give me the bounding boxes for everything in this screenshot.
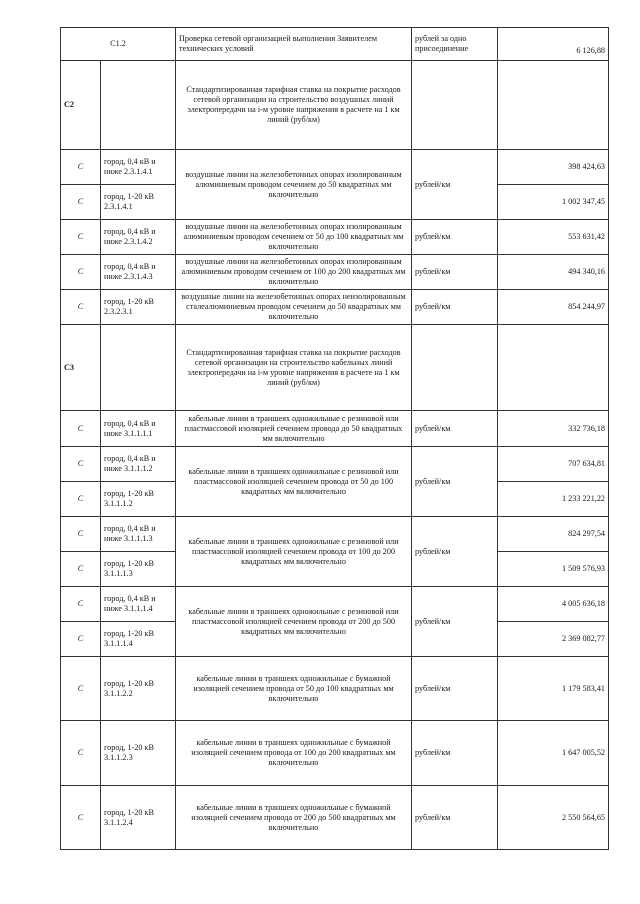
unit-cell: рублей/км (412, 517, 498, 587)
table-row (61, 255, 609, 290)
value-cell: 2 369 082,77 (498, 622, 609, 657)
table-row (61, 721, 609, 786)
empty-cell (412, 325, 498, 411)
unit-cell: рублей/км (412, 290, 498, 325)
description-cell: кабельные линии в траншеях одножильные с бумажной изоляцией сечением провода от 50 до 100 квадратных мм включительно (176, 657, 412, 721)
table-row (61, 150, 609, 185)
value-cell: 1 647 005,52 (498, 721, 609, 786)
table-row (61, 290, 609, 325)
unit-cell: рублей/км (412, 657, 498, 721)
tariff-table (60, 27, 609, 850)
location-cell: город, 1-20 кВ 3.1.1.1.4 (101, 622, 176, 657)
unit-cell: рублей за одно присоединение (412, 28, 498, 61)
value-cell: 553 631,42 (498, 220, 609, 255)
section-code: С2 (61, 61, 101, 150)
description-cell: кабельные линии в траншеях одножильные с резиновой или пластмассовой изоляцией сечением провода до 50 квадратных мм включительно (176, 411, 412, 447)
c-glyph: C (61, 185, 101, 220)
c-glyph: C (61, 447, 101, 482)
table-row (61, 411, 609, 447)
section-c3 (61, 325, 609, 411)
section-description: Стандартизированная тарифная ставка на покрытие расходов сетевой организации на строительство кабельных линий электропередачи на i-м уровне напряжения в расчете на 1 км линий (руб/км) (176, 325, 412, 411)
value-cell: 398 424,63 (498, 150, 609, 185)
c-glyph: C (61, 150, 101, 185)
unit-cell: рублей/км (412, 721, 498, 786)
unit-cell: рублей/км (412, 255, 498, 290)
description-cell: воздушные линии на железобетонных опорах изолированным алюминиевым проводом сечением до 50 квадратных мм включительно (176, 150, 412, 220)
table-row (61, 657, 609, 721)
empty-cell (412, 61, 498, 150)
c-glyph: C (61, 552, 101, 587)
description-cell: кабельные линии в траншеях одножильные с бумажной изоляцией сечением провода от 200 до 500 квадратных мм включительно (176, 786, 412, 850)
location-cell: город, 0,4 кВ и ниже 3.1.1.1.3 (101, 517, 176, 552)
c-glyph: C (61, 587, 101, 622)
section-description: Стандартизированная тарифная ставка на покрытие расходов сетевой организации на строительство воздушных линий электропередачи на i-м уровне напряжения в расчете на 1 км линий (руб/км) (176, 61, 412, 150)
value-cell: 2 550 564,65 (498, 786, 609, 850)
c-glyph: C (61, 255, 101, 290)
location-cell: город, 1-20 кВ 3.1.1.1.2 (101, 482, 176, 517)
value-cell: 854 244,97 (498, 290, 609, 325)
location-cell: город, 1-20 кВ 2.3.2.3.1 (101, 290, 176, 325)
value-cell: 1 002 347,45 (498, 185, 609, 220)
table-row (61, 220, 609, 255)
description-cell: воздушные линии на железобетонных опорах изолированным алюминиевым проводом сечением от 100 до 200 квадратных мм включительно (176, 255, 412, 290)
description-cell: кабельные линии в траншеях одножильные с резиновой или пластмассовой изоляцией сечением провода от 100 до 200 квадратных мм включительно (176, 517, 412, 587)
unit-cell: рублей/км (412, 220, 498, 255)
location-cell: город, 1-20 кВ 3.1.1.1.3 (101, 552, 176, 587)
code-cell: С1.2 (61, 28, 176, 61)
location-cell: город, 1-20 кВ 3.1.1.2.4 (101, 786, 176, 850)
c-glyph: C (61, 411, 101, 447)
location-cell: город, 0,4 кВ и ниже 3.1.1.1.2 (101, 447, 176, 482)
location-cell: город, 0,4 кВ и ниже 3.1.1.1.4 (101, 587, 176, 622)
table-row (61, 517, 609, 552)
c-glyph: C (61, 290, 101, 325)
location-cell: город, 1-20 кВ 3.1.1.2.3 (101, 721, 176, 786)
location-cell: город, 0,4 кВ и ниже 2.3.1.4.1 (101, 150, 176, 185)
description-cell: кабельные линии в траншеях одножильные с резиновой или пластмассовой изоляцией сечением провода от 50 до 100 квадратных мм включительно (176, 447, 412, 517)
description-cell: кабельные линии в траншеях одножильные с резиновой или пластмассовой изоляцией сечением провода от 200 до 500 квадратных мм включительно (176, 587, 412, 657)
row-c1-2 (61, 28, 609, 61)
value-cell: 1 179 583,41 (498, 657, 609, 721)
location-cell: город, 0,4 кВ и ниже 3.1.1.1.1 (101, 411, 176, 447)
value-cell: 6 126,88 (498, 28, 609, 61)
empty-cell (101, 61, 176, 150)
unit-cell: рублей/км (412, 447, 498, 517)
c-glyph: C (61, 786, 101, 850)
description-cell: воздушные линии на железобетонных опорах изолированным алюминиевым проводом сечением от 50 до 100 квадратных мм включительно (176, 220, 412, 255)
value-cell: 707 634,81 (498, 447, 609, 482)
value-cell: 4 005 636,18 (498, 587, 609, 622)
location-cell: город, 0,4 кВ и ниже 2.3.1.4.2 (101, 220, 176, 255)
description-cell: кабельные линии в траншеях одножильные с бумажной изоляцией сечением провода от 100 до 200 квадратных мм включительно (176, 721, 412, 786)
empty-cell (498, 61, 609, 150)
description-cell: Проверка сетевой организацией выполнения Заявителем технических условий (176, 28, 412, 61)
section-c2 (61, 61, 609, 150)
empty-cell (498, 325, 609, 411)
table-row (61, 447, 609, 482)
value-cell: 824 297,54 (498, 517, 609, 552)
value-cell: 1 233 221,22 (498, 482, 609, 517)
location-cell: город, 1-20 кВ 2.3.1.4.1 (101, 185, 176, 220)
unit-cell: рублей/км (412, 411, 498, 447)
unit-cell: рублей/км (412, 587, 498, 657)
empty-cell (101, 325, 176, 411)
unit-cell: рублей/км (412, 786, 498, 850)
section-code: С3 (61, 325, 101, 411)
description-cell: воздушные линии на железобетонных опорах неизолированным сталеалюминиевым проводом сечением до 50 квадратных мм включительно (176, 290, 412, 325)
table-row (61, 786, 609, 850)
value-cell: 1 509 576,93 (498, 552, 609, 587)
table-row (61, 587, 609, 622)
unit-cell: рублей/км (412, 150, 498, 220)
value-cell: 494 340,16 (498, 255, 609, 290)
location-cell: город, 1-20 кВ 3.1.1.2.2 (101, 657, 176, 721)
c-glyph: C (61, 482, 101, 517)
location-cell: город, 0,4 кВ и ниже 2.3.1.4.3 (101, 255, 176, 290)
value-cell: 332 736,18 (498, 411, 609, 447)
c-glyph: C (61, 220, 101, 255)
c-glyph: C (61, 517, 101, 552)
c-glyph: C (61, 622, 101, 657)
c-glyph: C (61, 721, 101, 786)
c-glyph: C (61, 657, 101, 721)
